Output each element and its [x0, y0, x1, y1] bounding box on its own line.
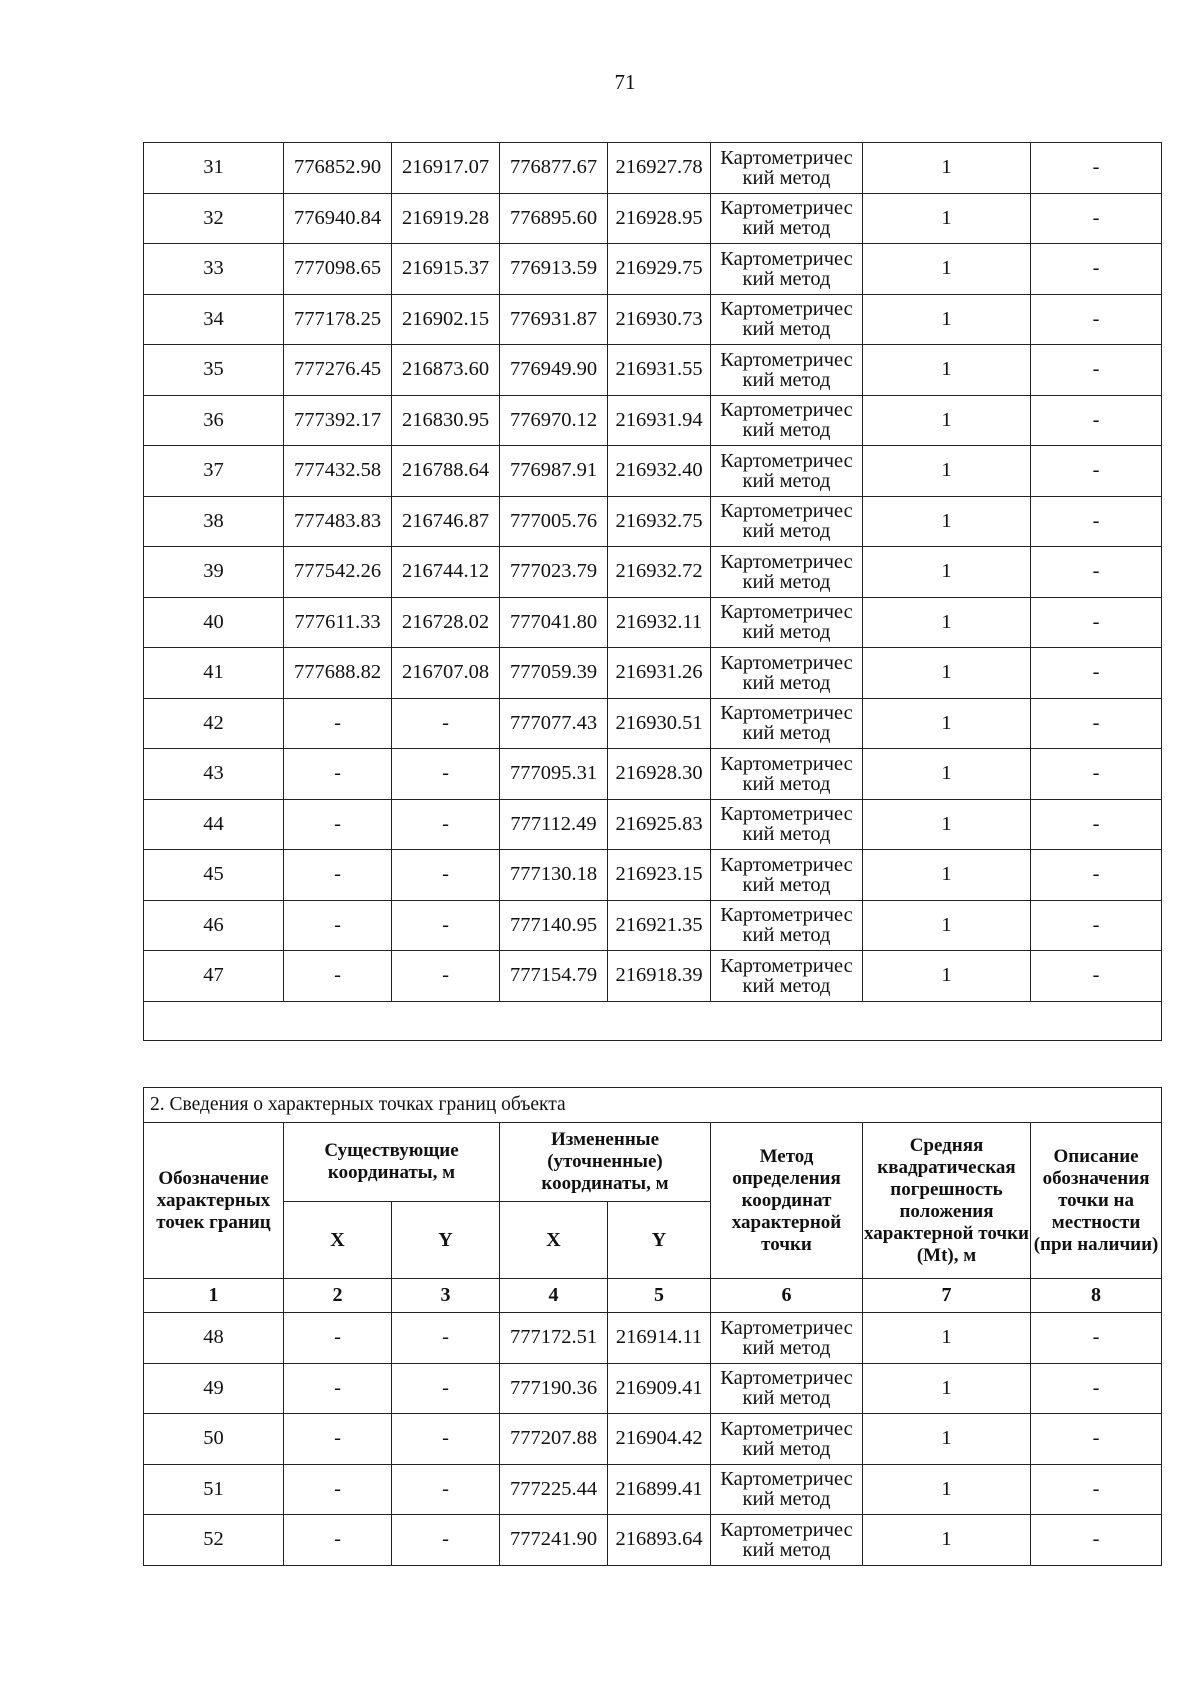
method-cell: [711, 1363, 863, 1414]
existing-x: 777611.33: [284, 597, 392, 648]
method-label-line: кий метод: [742, 570, 831, 593]
description-value: -: [1031, 1363, 1162, 1414]
method-label-line: кий метод: [742, 924, 831, 947]
header-changed-y: Y: [608, 1202, 711, 1279]
point-number: 46: [144, 900, 284, 951]
column-number: 1: [144, 1279, 284, 1313]
method-cell: [711, 900, 863, 951]
description-value: -: [1031, 900, 1162, 951]
table-row: [144, 294, 1162, 345]
point-number: 41: [144, 648, 284, 699]
method-label-line: кий метод: [742, 621, 831, 644]
changed-y: 216904.42: [608, 1414, 711, 1465]
error-value: 1: [863, 900, 1031, 951]
changed-x: 777077.43: [500, 698, 608, 749]
method-label-line: Картометричес: [720, 1417, 853, 1440]
existing-y: 216873.60: [392, 345, 500, 396]
error-value: 1: [863, 698, 1031, 749]
description-value: -: [1031, 294, 1162, 345]
point-number: 52: [144, 1515, 284, 1566]
description-value: -: [1031, 547, 1162, 598]
existing-x: -: [284, 850, 392, 901]
changed-x: 777005.76: [500, 496, 608, 547]
point-number: 50: [144, 1414, 284, 1465]
existing-x: 777098.65: [284, 244, 392, 295]
description-value: -: [1031, 395, 1162, 446]
existing-x: -: [284, 698, 392, 749]
changed-x: 777207.88: [500, 1414, 608, 1465]
table-row: [144, 648, 1162, 699]
method-label-line: Картометричес: [720, 954, 853, 977]
empty-row: [144, 1001, 1162, 1040]
method-label-line: кий метод: [742, 166, 831, 189]
point-number: 44: [144, 799, 284, 850]
table-row: [144, 951, 1162, 1002]
changed-y: 216923.15: [608, 850, 711, 901]
error-value: 1: [863, 395, 1031, 446]
existing-x: 777432.58: [284, 446, 392, 497]
existing-y: 216744.12: [392, 547, 500, 598]
method-label-line: Картометричес: [720, 500, 853, 523]
method-label-line: кий метод: [742, 267, 831, 290]
description-value: -: [1031, 1464, 1162, 1515]
method-cell: [711, 951, 863, 1002]
changed-x: 777172.51: [500, 1313, 608, 1364]
method-label-line: Картометричес: [720, 752, 853, 775]
changed-x: 777059.39: [500, 648, 608, 699]
changed-y: 216930.51: [608, 698, 711, 749]
existing-y: -: [392, 900, 500, 951]
changed-y: 216931.94: [608, 395, 711, 446]
existing-x: 777483.83: [284, 496, 392, 547]
method-label-line: Картометричес: [720, 348, 853, 371]
changed-y: 216932.40: [608, 446, 711, 497]
point-number: 37: [144, 446, 284, 497]
point-number: 47: [144, 951, 284, 1002]
section-caption: 2. Сведения о характерных точках границ объекта: [144, 1088, 1162, 1123]
method-cell: [711, 446, 863, 497]
changed-x: 777023.79: [500, 547, 608, 598]
error-value: 1: [863, 345, 1031, 396]
existing-x: -: [284, 1414, 392, 1465]
error-value: 1: [863, 244, 1031, 295]
column-number: 6: [711, 1279, 863, 1313]
changed-y: 216932.75: [608, 496, 711, 547]
existing-x: -: [284, 1464, 392, 1515]
description-value: -: [1031, 951, 1162, 1002]
description-value: -: [1031, 648, 1162, 699]
method-label-line: кий метод: [742, 1538, 831, 1561]
method-cell: [711, 850, 863, 901]
table-row: [144, 698, 1162, 749]
existing-y: 216917.07: [392, 143, 500, 194]
point-number: 35: [144, 345, 284, 396]
header-method: Метод определения координат характерной точки: [711, 1123, 863, 1279]
point-number: 40: [144, 597, 284, 648]
method-cell: [711, 749, 863, 800]
point-number: 45: [144, 850, 284, 901]
table-row: [144, 1515, 1162, 1566]
table-row: [144, 193, 1162, 244]
method-label-line: кий метод: [742, 419, 831, 442]
method-label-line: Картометричес: [720, 1518, 853, 1541]
changed-x: 777095.31: [500, 749, 608, 800]
method-label-line: кий метод: [742, 974, 831, 997]
method-cell: [711, 799, 863, 850]
method-cell: [711, 193, 863, 244]
changed-y: 216927.78: [608, 143, 711, 194]
table-row: [144, 1313, 1162, 1364]
existing-y: 216746.87: [392, 496, 500, 547]
point-number: 51: [144, 1464, 284, 1515]
error-value: 1: [863, 648, 1031, 699]
point-number: 42: [144, 698, 284, 749]
method-label-line: Картометричес: [720, 803, 853, 826]
method-label-line: кий метод: [742, 1387, 831, 1410]
changed-x: 777225.44: [500, 1464, 608, 1515]
existing-y: 216919.28: [392, 193, 500, 244]
changed-x: 776987.91: [500, 446, 608, 497]
existing-y: 216902.15: [392, 294, 500, 345]
method-label-line: кий метод: [742, 671, 831, 694]
table-row: [144, 345, 1162, 396]
changed-y: 216899.41: [608, 1464, 711, 1515]
method-label-line: Картометричес: [720, 1367, 853, 1390]
error-value: 1: [863, 597, 1031, 648]
header-existing-y: Y: [392, 1202, 500, 1279]
method-label-line: Картометричес: [720, 399, 853, 422]
method-label-line: Картометричес: [720, 601, 853, 624]
changed-x: 776970.12: [500, 395, 608, 446]
changed-x: 777041.80: [500, 597, 608, 648]
table-row: [144, 900, 1162, 951]
method-label-line: кий метод: [742, 368, 831, 391]
point-number: 31: [144, 143, 284, 194]
existing-y: -: [392, 1464, 500, 1515]
point-number: 43: [144, 749, 284, 800]
existing-y: -: [392, 850, 500, 901]
existing-x: -: [284, 749, 392, 800]
column-number: 8: [1031, 1279, 1162, 1313]
existing-x: 777276.45: [284, 345, 392, 396]
existing-x: 777542.26: [284, 547, 392, 598]
table-row: [144, 799, 1162, 850]
existing-x: 777178.25: [284, 294, 392, 345]
description-value: -: [1031, 446, 1162, 497]
table-row: [144, 143, 1162, 194]
header-changed-x: X: [500, 1202, 608, 1279]
description-value: -: [1031, 799, 1162, 850]
column-number: 2: [284, 1279, 392, 1313]
changed-x: 776949.90: [500, 345, 608, 396]
changed-x: 777140.95: [500, 900, 608, 951]
point-number: 38: [144, 496, 284, 547]
existing-x: 777688.82: [284, 648, 392, 699]
description-value: -: [1031, 496, 1162, 547]
method-label-line: Картометричес: [720, 702, 853, 725]
method-label-line: Картометричес: [720, 550, 853, 573]
point-number: 32: [144, 193, 284, 244]
method-cell: [711, 496, 863, 547]
description-value: -: [1031, 1515, 1162, 1566]
description-value: -: [1031, 850, 1162, 901]
method-label-line: кий метод: [742, 318, 831, 341]
description-value: -: [1031, 193, 1162, 244]
existing-y: -: [392, 749, 500, 800]
header-existing-x: X: [284, 1202, 392, 1279]
method-label-line: кий метод: [742, 217, 831, 240]
changed-x: 776931.87: [500, 294, 608, 345]
changed-x: 777130.18: [500, 850, 608, 901]
table-row: [144, 1414, 1162, 1465]
method-cell: [711, 698, 863, 749]
error-value: 1: [863, 850, 1031, 901]
table-row: [144, 850, 1162, 901]
changed-x: 776895.60: [500, 193, 608, 244]
method-label-line: кий метод: [742, 1488, 831, 1511]
description-value: -: [1031, 1313, 1162, 1364]
existing-y: -: [392, 1313, 500, 1364]
existing-y: -: [392, 799, 500, 850]
error-value: 1: [863, 1464, 1031, 1515]
method-label-line: кий метод: [742, 873, 831, 896]
method-label-line: Картометричес: [720, 449, 853, 472]
method-label-line: кий метод: [742, 823, 831, 846]
method-label-line: кий метод: [742, 469, 831, 492]
changed-y: 216918.39: [608, 951, 711, 1002]
changed-x: 776913.59: [500, 244, 608, 295]
table-row: [144, 395, 1162, 446]
existing-y: -: [392, 1363, 500, 1414]
existing-y: 216788.64: [392, 446, 500, 497]
table-row: [144, 446, 1162, 497]
method-label-line: Картометричес: [720, 651, 853, 674]
existing-x: -: [284, 799, 392, 850]
changed-x: 776877.67: [500, 143, 608, 194]
error-value: 1: [863, 193, 1031, 244]
coordinates-table-continued: [143, 142, 1162, 1041]
existing-x: 777392.17: [284, 395, 392, 446]
existing-x: 776852.90: [284, 143, 392, 194]
changed-y: 216932.72: [608, 547, 711, 598]
method-cell: [711, 648, 863, 699]
changed-y: 216928.95: [608, 193, 711, 244]
changed-y: 216928.30: [608, 749, 711, 800]
error-value: 1: [863, 547, 1031, 598]
method-label-line: Картометричес: [720, 853, 853, 876]
column-number: 7: [863, 1279, 1031, 1313]
point-number: 33: [144, 244, 284, 295]
existing-y: -: [392, 1414, 500, 1465]
method-cell: [711, 395, 863, 446]
description-value: -: [1031, 143, 1162, 194]
method-label-line: Картометричес: [720, 247, 853, 270]
description-value: -: [1031, 244, 1162, 295]
changed-y: 216930.73: [608, 294, 711, 345]
changed-y: 216921.35: [608, 900, 711, 951]
method-cell: [711, 1414, 863, 1465]
changed-y: 216931.55: [608, 345, 711, 396]
empty-cell: [144, 1001, 1162, 1040]
point-number: 39: [144, 547, 284, 598]
table-row: [144, 749, 1162, 800]
error-value: 1: [863, 294, 1031, 345]
changed-x: 777190.36: [500, 1363, 608, 1414]
existing-x: -: [284, 900, 392, 951]
method-label-line: Картометричес: [720, 146, 853, 169]
header-existing-coordinates: Существующие координаты, м: [284, 1123, 500, 1202]
existing-x: 776940.84: [284, 193, 392, 244]
existing-y: -: [392, 698, 500, 749]
table-row: [144, 1363, 1162, 1414]
existing-y: 216830.95: [392, 395, 500, 446]
method-cell: [711, 547, 863, 598]
header-error: Средняя квадратическая погрешность положения характерной точки (Mt), м: [863, 1123, 1031, 1279]
method-label-line: кий метод: [742, 1336, 831, 1359]
method-label-line: кий метод: [742, 1437, 831, 1460]
method-label-line: Картометричес: [720, 298, 853, 321]
header-changed-coordinates: Измененные (уточненные) координаты, м: [500, 1123, 711, 1202]
error-value: 1: [863, 799, 1031, 850]
existing-y: -: [392, 951, 500, 1002]
error-value: 1: [863, 1515, 1031, 1566]
method-cell: [711, 294, 863, 345]
description-value: -: [1031, 1414, 1162, 1465]
method-label-line: кий метод: [742, 772, 831, 795]
boundary-points-table: [143, 1087, 1162, 1566]
point-number: 49: [144, 1363, 284, 1414]
table-row: [144, 547, 1162, 598]
method-label-line: Картометричес: [720, 1468, 853, 1491]
header-description: Описание обозначения точки на местности (при наличии): [1031, 1123, 1162, 1279]
method-cell: [711, 1313, 863, 1364]
method-cell: [711, 1464, 863, 1515]
table-row: [144, 244, 1162, 295]
method-cell: [711, 345, 863, 396]
existing-x: -: [284, 951, 392, 1002]
error-value: 1: [863, 143, 1031, 194]
column-number: 4: [500, 1279, 608, 1313]
column-number: 5: [608, 1279, 711, 1313]
error-value: 1: [863, 951, 1031, 1002]
method-cell: [711, 1515, 863, 1566]
changed-y: 216909.41: [608, 1363, 711, 1414]
changed-y: 216931.26: [608, 648, 711, 699]
changed-x: 777241.90: [500, 1515, 608, 1566]
changed-y: 216929.75: [608, 244, 711, 295]
table-row: [144, 1464, 1162, 1515]
error-value: 1: [863, 749, 1031, 800]
error-value: 1: [863, 1313, 1031, 1364]
method-label-line: Картометричес: [720, 1316, 853, 1339]
method-label-line: Картометричес: [720, 904, 853, 927]
method-cell: [711, 597, 863, 648]
changed-y: 216932.11: [608, 597, 711, 648]
error-value: 1: [863, 446, 1031, 497]
existing-x: -: [284, 1313, 392, 1364]
page-number: 71: [614, 70, 636, 94]
method-label-line: кий метод: [742, 520, 831, 543]
changed-x: 777154.79: [500, 951, 608, 1002]
changed-y: 216893.64: [608, 1515, 711, 1566]
error-value: 1: [863, 1363, 1031, 1414]
column-number: 3: [392, 1279, 500, 1313]
description-value: -: [1031, 345, 1162, 396]
existing-y: -: [392, 1515, 500, 1566]
description-value: -: [1031, 597, 1162, 648]
existing-x: -: [284, 1363, 392, 1414]
changed-y: 216914.11: [608, 1313, 711, 1364]
existing-y: 216915.37: [392, 244, 500, 295]
header-designation: Обозначение характерных точек границ: [144, 1123, 284, 1279]
method-cell: [711, 244, 863, 295]
error-value: 1: [863, 1414, 1031, 1465]
changed-x: 777112.49: [500, 799, 608, 850]
description-value: -: [1031, 698, 1162, 749]
point-number: 48: [144, 1313, 284, 1364]
table-row: [144, 496, 1162, 547]
method-cell: [711, 143, 863, 194]
table-row: [144, 597, 1162, 648]
description-value: -: [1031, 749, 1162, 800]
method-label-line: кий метод: [742, 722, 831, 745]
existing-y: 216728.02: [392, 597, 500, 648]
error-value: 1: [863, 496, 1031, 547]
method-label-line: Картометричес: [720, 197, 853, 220]
changed-y: 216925.83: [608, 799, 711, 850]
point-number: 36: [144, 395, 284, 446]
existing-y: 216707.08: [392, 648, 500, 699]
existing-x: -: [284, 1515, 392, 1566]
point-number: 34: [144, 294, 284, 345]
